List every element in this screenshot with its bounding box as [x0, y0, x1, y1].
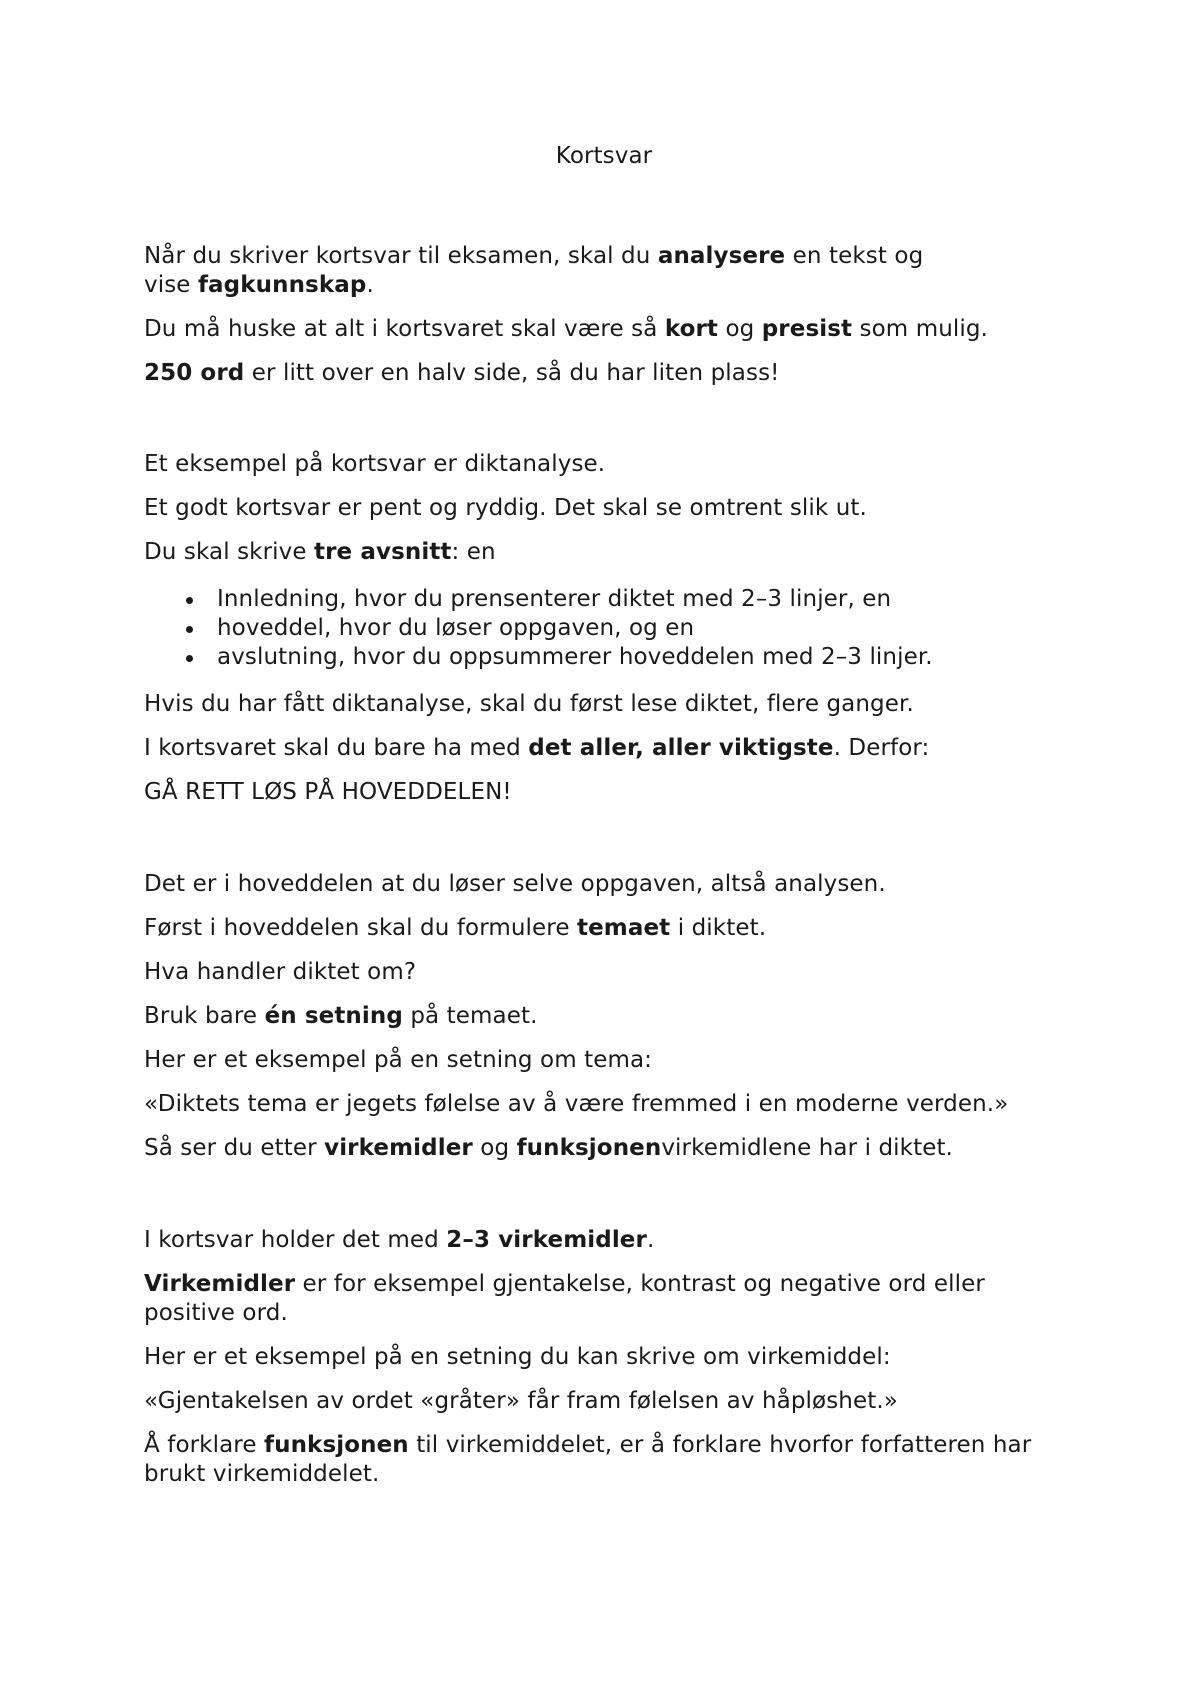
- paragraph-funksjonen: Å forklare funksjonen til virkemiddelet, er å forklare hvorfor forfatteren har brukt virkemiddelet.: [144, 1432, 1032, 1487]
- document-body: [144, 242, 1064, 1504]
- paragraph-virkemidler: Så ser du etter virkemidler og funksjonenvirkemidlene har i diktet.: [144, 1135, 953, 1161]
- paragraph-viktigste: I kortsvaret skal du bare ha med det aller, aller viktigste. Derfor:: [144, 735, 930, 761]
- paragraph-kort-presist: Du må huske at alt i kortsvaret skal være så kort og presist som mulig.: [144, 316, 988, 342]
- document-title: Kortsvar: [555, 143, 653, 169]
- paragraph-temaet: Først i hoveddelen skal du formulere temaet i diktet.: [144, 915, 767, 941]
- list-item: hoveddel, hvor du løser oppgaven, og en: [144, 614, 1064, 643]
- paragraph-hoveddelen: Det er i hoveddelen at du løser selve oppgaven, altså analysen.: [144, 871, 886, 897]
- paragraph-250-ord: 250 ord er litt over en halv side, så du har liten plass!: [144, 360, 780, 386]
- bullet-list: [144, 585, 1064, 672]
- paragraph-eksempel-tema: Her er et eksempel på en setning om tema:: [144, 1047, 653, 1073]
- paragraph-quote-tema: «Diktets tema er jegets følelse av å være fremmed i en moderne verden.»: [144, 1091, 1009, 1117]
- paragraph-intro: Når du skriver kortsvar til eksamen, skal du analysere en tekst og vise fagkunnskap.: [144, 243, 924, 298]
- paragraph-hvis: Hvis du har fått diktanalyse, skal du først lese diktet, flere ganger.: [144, 691, 914, 717]
- paragraph-eksempel-virkemiddel: Her er et eksempel på en setning du kan skrive om virkemiddel:: [144, 1344, 891, 1370]
- paragraph-eksempel: Et eksempel på kortsvar er diktanalyse.: [144, 451, 606, 477]
- paragraph-en-setning: Bruk bare én setning på temaet.: [144, 1003, 538, 1029]
- paragraph-godt-kortsvar: Et godt kortsvar er pent og ryddig. Det skal se omtrent slik ut.: [144, 495, 867, 521]
- paragraph-tre-avsnitt: Du skal skrive tre avsnitt: en: [144, 539, 496, 565]
- list-item: avslutning, hvor du oppsummerer hoveddelen med 2–3 linjer.: [144, 643, 1064, 672]
- paragraph-hva-handler: Hva handler diktet om?: [144, 959, 417, 985]
- paragraph-virkemidler-eksempel: Virkemidler er for eksempel gjentakelse, kontrast og negative ord eller positive ord.: [144, 1271, 985, 1326]
- paragraph-ga-rett-los: GÅ RETT LØS PÅ HOVEDDELEN!: [144, 779, 512, 805]
- paragraph-2-3-virkemidler: I kortsvar holder det med 2–3 virkemidler.: [144, 1227, 655, 1253]
- list-item: Innledning, hvor du prensenterer diktet med 2–3 linjer, en: [144, 585, 1064, 614]
- paragraph-quote-virkemiddel: «Gjentakelsen av ordet «gråter» får fram følelsen av håpløshet.»: [144, 1388, 898, 1414]
